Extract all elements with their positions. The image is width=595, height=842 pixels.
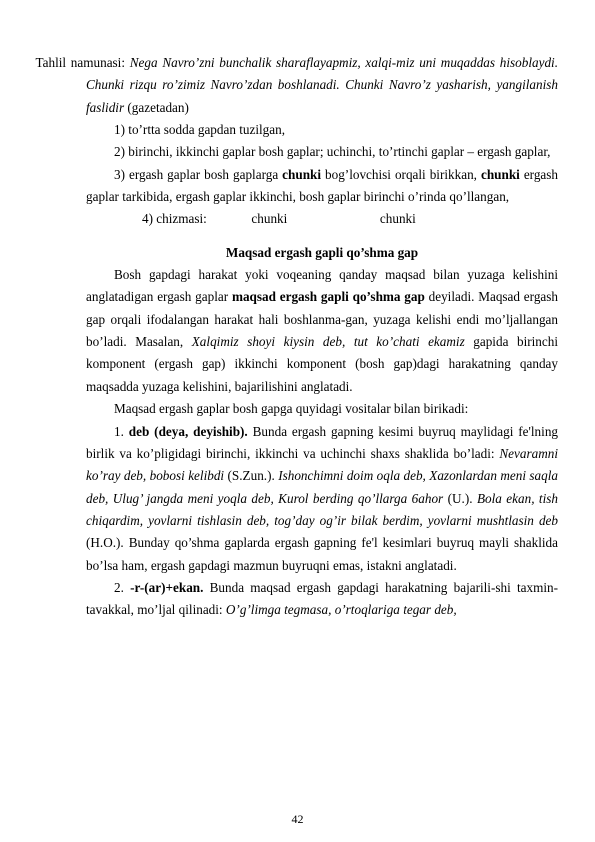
section-heading: Maqsad ergash gapli qo’shma gap xyxy=(225,244,419,260)
def-example: Xalqimiz shoyi kiysin deb, tut ko’chati ekamiz xyxy=(191,334,465,350)
page-body xyxy=(35,52,559,622)
item3-text-mid: bog’lovchisi orqali birikkan, xyxy=(321,166,481,182)
analysis-source: (gazetadan) xyxy=(127,99,189,115)
means-2-example: O’g’limga tegmasa, o’rtoqlariga tegar deb, xyxy=(225,602,457,618)
analysis-label: Tahlil namunasi: xyxy=(35,55,126,70)
means-1-example-1: Nevaramni ko’ray deb, bobosi kelibdi xyxy=(86,445,558,484)
item3-bold-1: chunki xyxy=(282,166,322,182)
list-item-3 xyxy=(86,164,558,209)
means-item-1 xyxy=(86,421,558,577)
means-1-example-3: Bola ekan, tish chiqardim, yovlarni tishlasin deb, tog’day og’ir bilak berdim, yovlarni mushtlasin deb xyxy=(86,490,558,528)
def-text-mid: deyiladi. Maqsad ergash gap orqali ifodalangan harakat hali boshlanma-gan, yuzaga kelishi endi mo’ljallangan bo’ladi. Masalan, xyxy=(86,289,558,350)
analysis-paragraph xyxy=(35,52,558,119)
means-1-number: 1. xyxy=(114,423,124,439)
scheme-word-2: chunki xyxy=(379,211,416,227)
means-1-source-1: (S.Zun.). xyxy=(224,468,279,484)
item3-text-post: ergash gaplar tarkibida, ergash gaplar ikkinchi, bosh gaplar birinchi o’rinda qo’llangan, xyxy=(86,166,559,205)
means-1-text: Bunda ergash gapning kesimi buyruq maylidagi fe'lning birlik va ko’pligidagi birinchi, ikkinchi va uchinchi shaxs shaklida bo’ladi: xyxy=(86,423,559,461)
means-1-source-3: (H.O.). Bunday qo’shma gaplarda ergash gapning fe'l kesimlari buyruq mayli shaklida bo’lsa ham, ergash gapdagi mazmun buyruqni emas, istakni anglatadi. xyxy=(86,535,558,573)
means-intro: Maqsad ergash gaplar bosh gapga quyidagi vositalar bilan birikadi: xyxy=(114,401,469,417)
item3-bold-2: chunki xyxy=(480,166,520,182)
means-2-number: 2. xyxy=(114,579,124,595)
means-1-source-2: (U.). xyxy=(443,490,477,506)
def-text-pre: Bosh gapdagi harakat yoki voqeaning qanday maqsad bilan yuzaga kelishini anglatadigan ergash gaplar xyxy=(86,267,558,305)
def-text-post: gapida birinchi komponent (ergash gap) ikkinchi komponent (bosh gap)dagi harakatning qanday maqsadda yuzaga kelishini, bajarilishini anglatadi. xyxy=(86,334,558,394)
page-number: 42 xyxy=(291,812,304,826)
scheme-label: 4) chizmasi: xyxy=(142,211,207,227)
scheme-word-1: chunki xyxy=(251,211,288,227)
means-1-term: deb (deya, deyishib). xyxy=(128,423,248,439)
means-1-example-2: Ishonchimni doim oqla deb, Xazonlardan meni saqla deb, Ulug’ jangda meni yoqla deb, Kurol berding qo’llarga 6ahor xyxy=(86,468,559,506)
list-item-1: 1) to’rtta sodda gapdan tuzilgan, xyxy=(114,122,286,138)
means-2-term: -r-(ar)+ekan. xyxy=(130,579,204,595)
list-item-4-scheme xyxy=(86,208,558,230)
means-item-2 xyxy=(86,577,558,622)
definition-paragraph xyxy=(86,264,558,398)
list-item-2: 2) birinchi, ikkinchi gaplar bosh gaplar; uchinchi, to’rtinchi gaplar – ergash gaplar, xyxy=(114,144,551,160)
means-2-text: Bunda maqsad ergash gapdagi harakatning bajarili-shi taxmin-tavakkal, mo’ljal qilinadi: xyxy=(86,579,558,618)
def-term: maqsad ergash gapli qo’shma gap xyxy=(231,289,425,305)
item3-text-pre: 3) ergash gaplar bosh gaplarga xyxy=(114,166,283,182)
analysis-example: Nega Navro’zni bunchalik sharaflayapmiz, xalqi-miz uni muqaddas hisoblaydi. Chunki rizqu ro’zimiz Navro’zdan boshlanadi. Chunki Navro’z yasharish, yangilanish faslidir xyxy=(86,55,558,115)
